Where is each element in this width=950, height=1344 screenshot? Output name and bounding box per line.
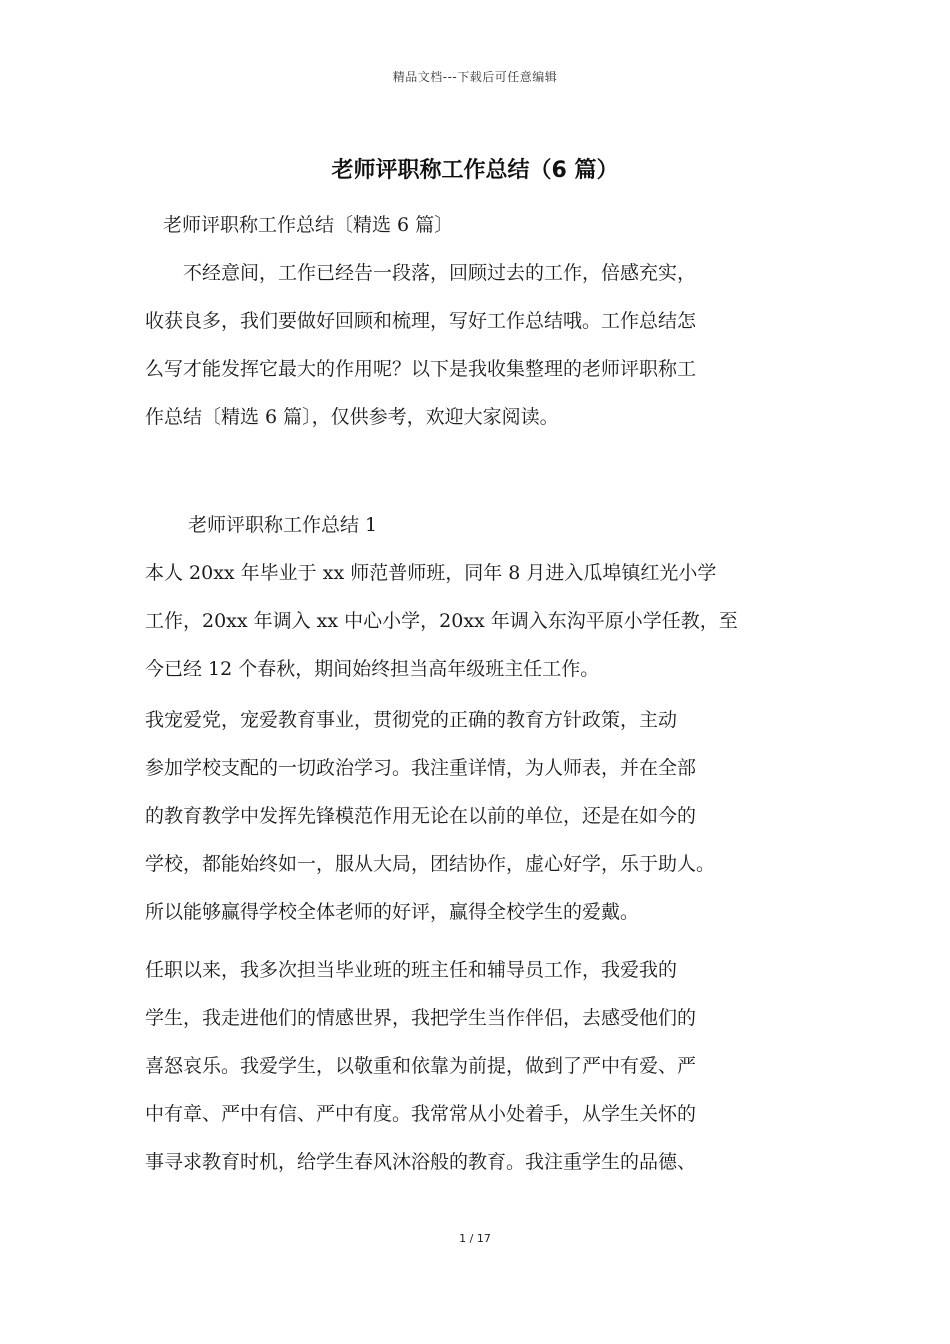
document-title: 老师评职称工作总结（6 篇） <box>331 158 619 183</box>
intro-paragraph <box>145 249 825 441</box>
paragraph-line: 学生，我走进他们的情感世界，我把学生当作伴侣，去感受他们的 <box>145 1007 697 1029</box>
paragraph-line: 工作，20xx 年调入 xx 中心小学，20xx 年调入东沟平原小学任教，至 <box>145 610 738 632</box>
page-number: 1 / 17 <box>459 1232 491 1245</box>
paragraph-line: 作总结〔精选 6 篇〕，仅供参考，欢迎大家阅读。 <box>145 406 559 428</box>
paragraph-line: 事寻求教育时机，给学生春风沐浴般的教育。我注重学生的品德、 <box>145 1151 697 1173</box>
paragraph-line: 的教育教学中发挥先锋模范作用无论在以前的单位，还是在如今的 <box>145 805 697 827</box>
paragraph-line: 今已经 12 个春秋，期间始终担当高年级班主任工作。 <box>145 658 600 680</box>
paragraph-line: 学校，都能始终如一，服从大局，团结协作，虚心好学，乐于助人。 <box>145 853 716 875</box>
paragraph-line: 不经意间，工作已经告一段落，回顾过去的工作，倍感充实， <box>145 262 697 284</box>
paragraph-line: 所以能够赢得学校全体老师的好评，赢得全校学生的爱戴。 <box>145 901 640 923</box>
document-subtitle: 老师评职称工作总结〔精选 6 篇〕 <box>163 214 454 236</box>
paragraph-line: 参加学校支配的一切政治学习。我注重详情，为人师表，并在全部 <box>145 757 697 779</box>
body-paragraph-3 <box>145 946 825 1186</box>
header-note: 精品文档---下载后可任意编辑 <box>392 70 558 84</box>
body-paragraph-2 <box>145 696 825 936</box>
section-heading: 老师评职称工作总结 1 <box>188 514 378 536</box>
paragraph-line: 喜怒哀乐。我爱学生，以敬重和依靠为前提，做到了严中有爱、严 <box>145 1055 697 1077</box>
paragraph-line: 本人 20xx 年毕业于 xx 师范普师班，同年 8 月进入瓜埠镇红光小学 <box>145 562 717 584</box>
paragraph-line: 中有章、严中有信、严中有度。我常常从小处着手，从学生关怀的 <box>145 1103 697 1125</box>
body-paragraph-1 <box>145 549 825 693</box>
paragraph-line: 收获良多，我们要做好回顾和梳理，写好工作总结哦。工作总结怎 <box>145 310 697 332</box>
paragraph-line: 我宠爱党，宠爱教育事业，贯彻党的正确的教育方针政策，主动 <box>145 709 678 731</box>
paragraph-line: 么写才能发挥它最大的作用呢？以下是我收集整理的老师评职称工 <box>145 358 697 380</box>
paragraph-line: 任职以来，我多次担当毕业班的班主任和辅导员工作，我爱我的 <box>145 959 678 981</box>
